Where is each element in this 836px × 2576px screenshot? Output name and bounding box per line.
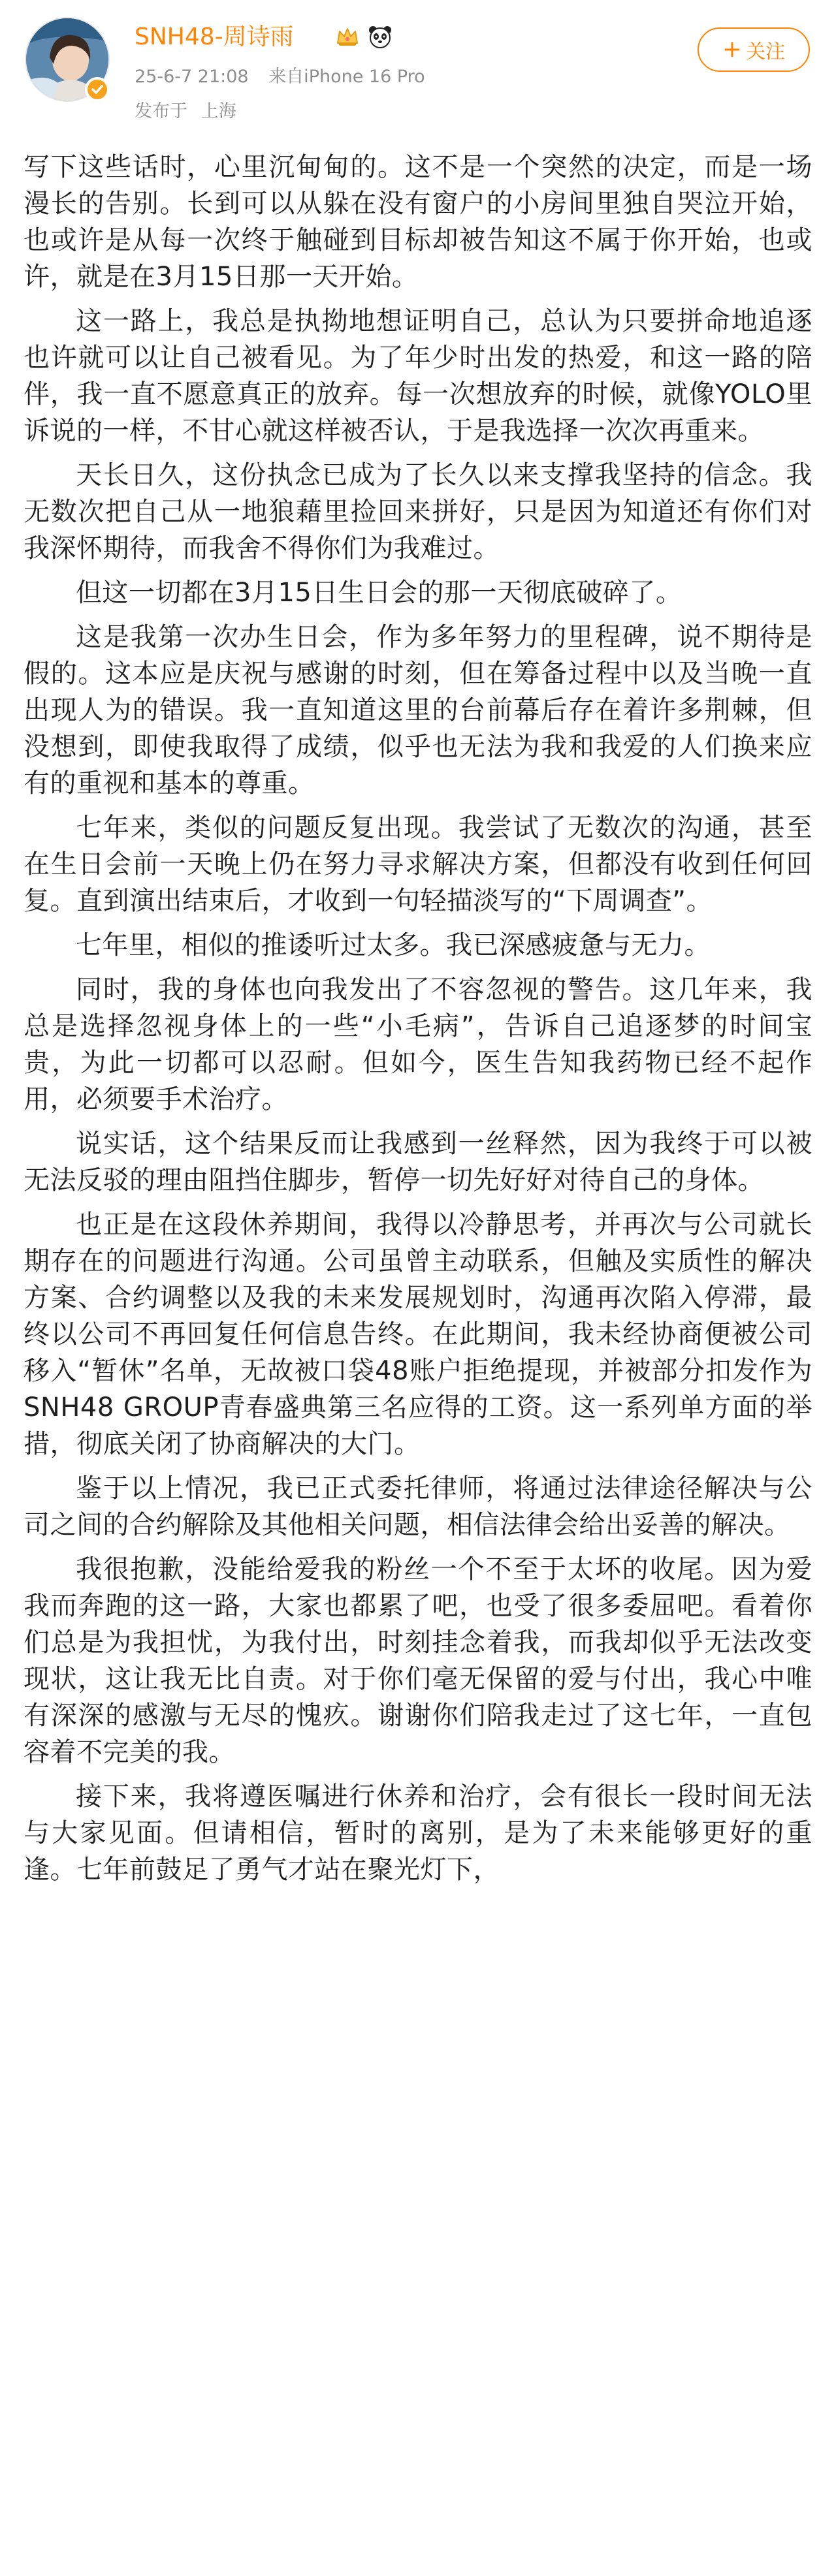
post-paragraph: 也正是在这段休养期间，我得以冷静思考，并再次与公司就长期存在的问题进行沟通。公司虽曾主动联系，但触及实质性的解决方案、合约调整以及我的未来发展规划时，沟通再次陷入停滞，最终以公司不再回复任何信息告终。在此期间，我未经协商便被公司移入“暂休”名单，无故被口袋48账户拒绝提现，并被部分扣发作为SNH48 GROUP青春盛典第三名应得的工资。这一系列单方面的举措，彻底关闭了协商解决的大门。 xyxy=(24,1210,812,1459)
post-location xyxy=(135,100,244,123)
location-value: 上海 xyxy=(201,101,236,121)
panda-badge-icon xyxy=(367,24,393,50)
post-paragraph: 说实话，这个结果反而让我感到一丝释然，因为我终于可以被无法反驳的理由阻挡住脚步，暂停一切先好好对待自己的身体。 xyxy=(24,1129,812,1195)
post-paragraph: 这一路上，我总是执拗地想证明自己，总认为只要拼命地追逐也许就可以让自己被看见。为了年少时出发的热爱，和这一路的陪伴，我一直不愿意真正的放弃。每一次想放弃的时候，就像YOLO里诉说的一样，不甘心就这样被否认，于是我选择一次次再重来。 xyxy=(24,306,812,446)
follow-button[interactable] xyxy=(698,27,810,72)
post-meta xyxy=(135,65,440,89)
author-name[interactable]: SNH48-周诗雨 xyxy=(135,24,294,50)
post-paragraph: 我很抱歉，没能给爱我的粉丝一个不至于太坏的收尾。因为爱我而奔跑的这一路，大家也都累了吧，也受了很多委屈吧。看着你们总是为我担忧，为我付出，时刻挂念着我，而我却似乎无法改变现状，这让我无比自责。对于你们毫无保留的爱与付出，我心中唯有深深的感激与无尽的愧疚。谢谢你们陪我走过了这七年，一直包容着不完美的我。 xyxy=(24,1554,812,1767)
post-date: 25-6-7 21:08 xyxy=(135,67,249,87)
post-paragraph: 接下来，我将遵医嘱进行休养和治疗，会有很长一段时间无法与大家见面。但请相信，暂时的离别，是为了未来能够更好的重逢。七年前鼓足了勇气才站在聚光灯下， xyxy=(24,1782,812,1885)
post-paragraph: 这是我第一次办生日会，作为多年努力的里程碑，说不期待是假的。这本应是庆祝与感谢的时刻，但在筹备过程中以及当晚一直出现人为的错误。我一直知道这里的台前幕后存在着许多荆棘，但没想到，即使我取得了成绩，似乎也无法为我和我爱的人们换来应有的重视和基本的尊重。 xyxy=(24,622,812,798)
post-content xyxy=(24,149,812,1896)
post-paragraph: 写下这些话时，心里沉甸甸的。这不是一个突然的决定，而是一场漫长的告别。长到可以从躲在没有窗户的小房间里独自哭泣开始，也或许是从每一次终于触碰到目标却被告知这不属于你开始，也或许，就是在3月15日那一天开始。 xyxy=(24,152,812,292)
crown-badge-icon xyxy=(334,24,361,50)
location-label: 发布于 xyxy=(135,101,187,121)
post-header xyxy=(0,0,836,150)
post-paragraph: 天长日久，这份执念已成为了长久以来支撑我坚持的信念。我无数次把自己从一地狼藉里捡回来拼好，只是因为知道还有你们对我深怀期待，而我舍不得你们为我难过。 xyxy=(24,460,812,563)
post-paragraph: 七年来，类似的问题反复出现。我尝试了无数次的沟通，甚至在生日会前一天晚上仍在努力寻求解决方案，但都没有收到任何回复。直到演出结束后，才收到一句轻描淡写的“下周调查”。 xyxy=(24,813,812,916)
avatar[interactable] xyxy=(25,17,110,102)
post-paragraph: 但这一切都在3月15日生日会的那一天彻底破碎了。 xyxy=(76,578,683,608)
post-paragraph: 七年里，相似的推诿听过太多。我已深感疲惫与无力。 xyxy=(76,930,711,960)
post-paragraph: 同时，我的身体也向我发出了不容忽视的警告。这几年来，我总是选择忽视身体上的一些“小毛病”，告诉自己追逐梦的时间宝贵，为此一切都可以忍耐。但如今，医生告知我药物已经不起作用，必须要手术治疗。 xyxy=(24,975,812,1114)
plus-icon: + xyxy=(722,36,743,63)
verified-badge-icon xyxy=(85,77,110,102)
follow-label: 关注 xyxy=(746,40,786,63)
author-badges xyxy=(334,24,393,50)
post-paragraph: 鉴于以上情况，我已正式委托律师，将通过法律途径解决与公司之间的合约解除及其他相关问题，相信法律会给出妥善的解决。 xyxy=(24,1473,812,1540)
post-source: 来自iPhone 16 Pro xyxy=(268,67,425,87)
